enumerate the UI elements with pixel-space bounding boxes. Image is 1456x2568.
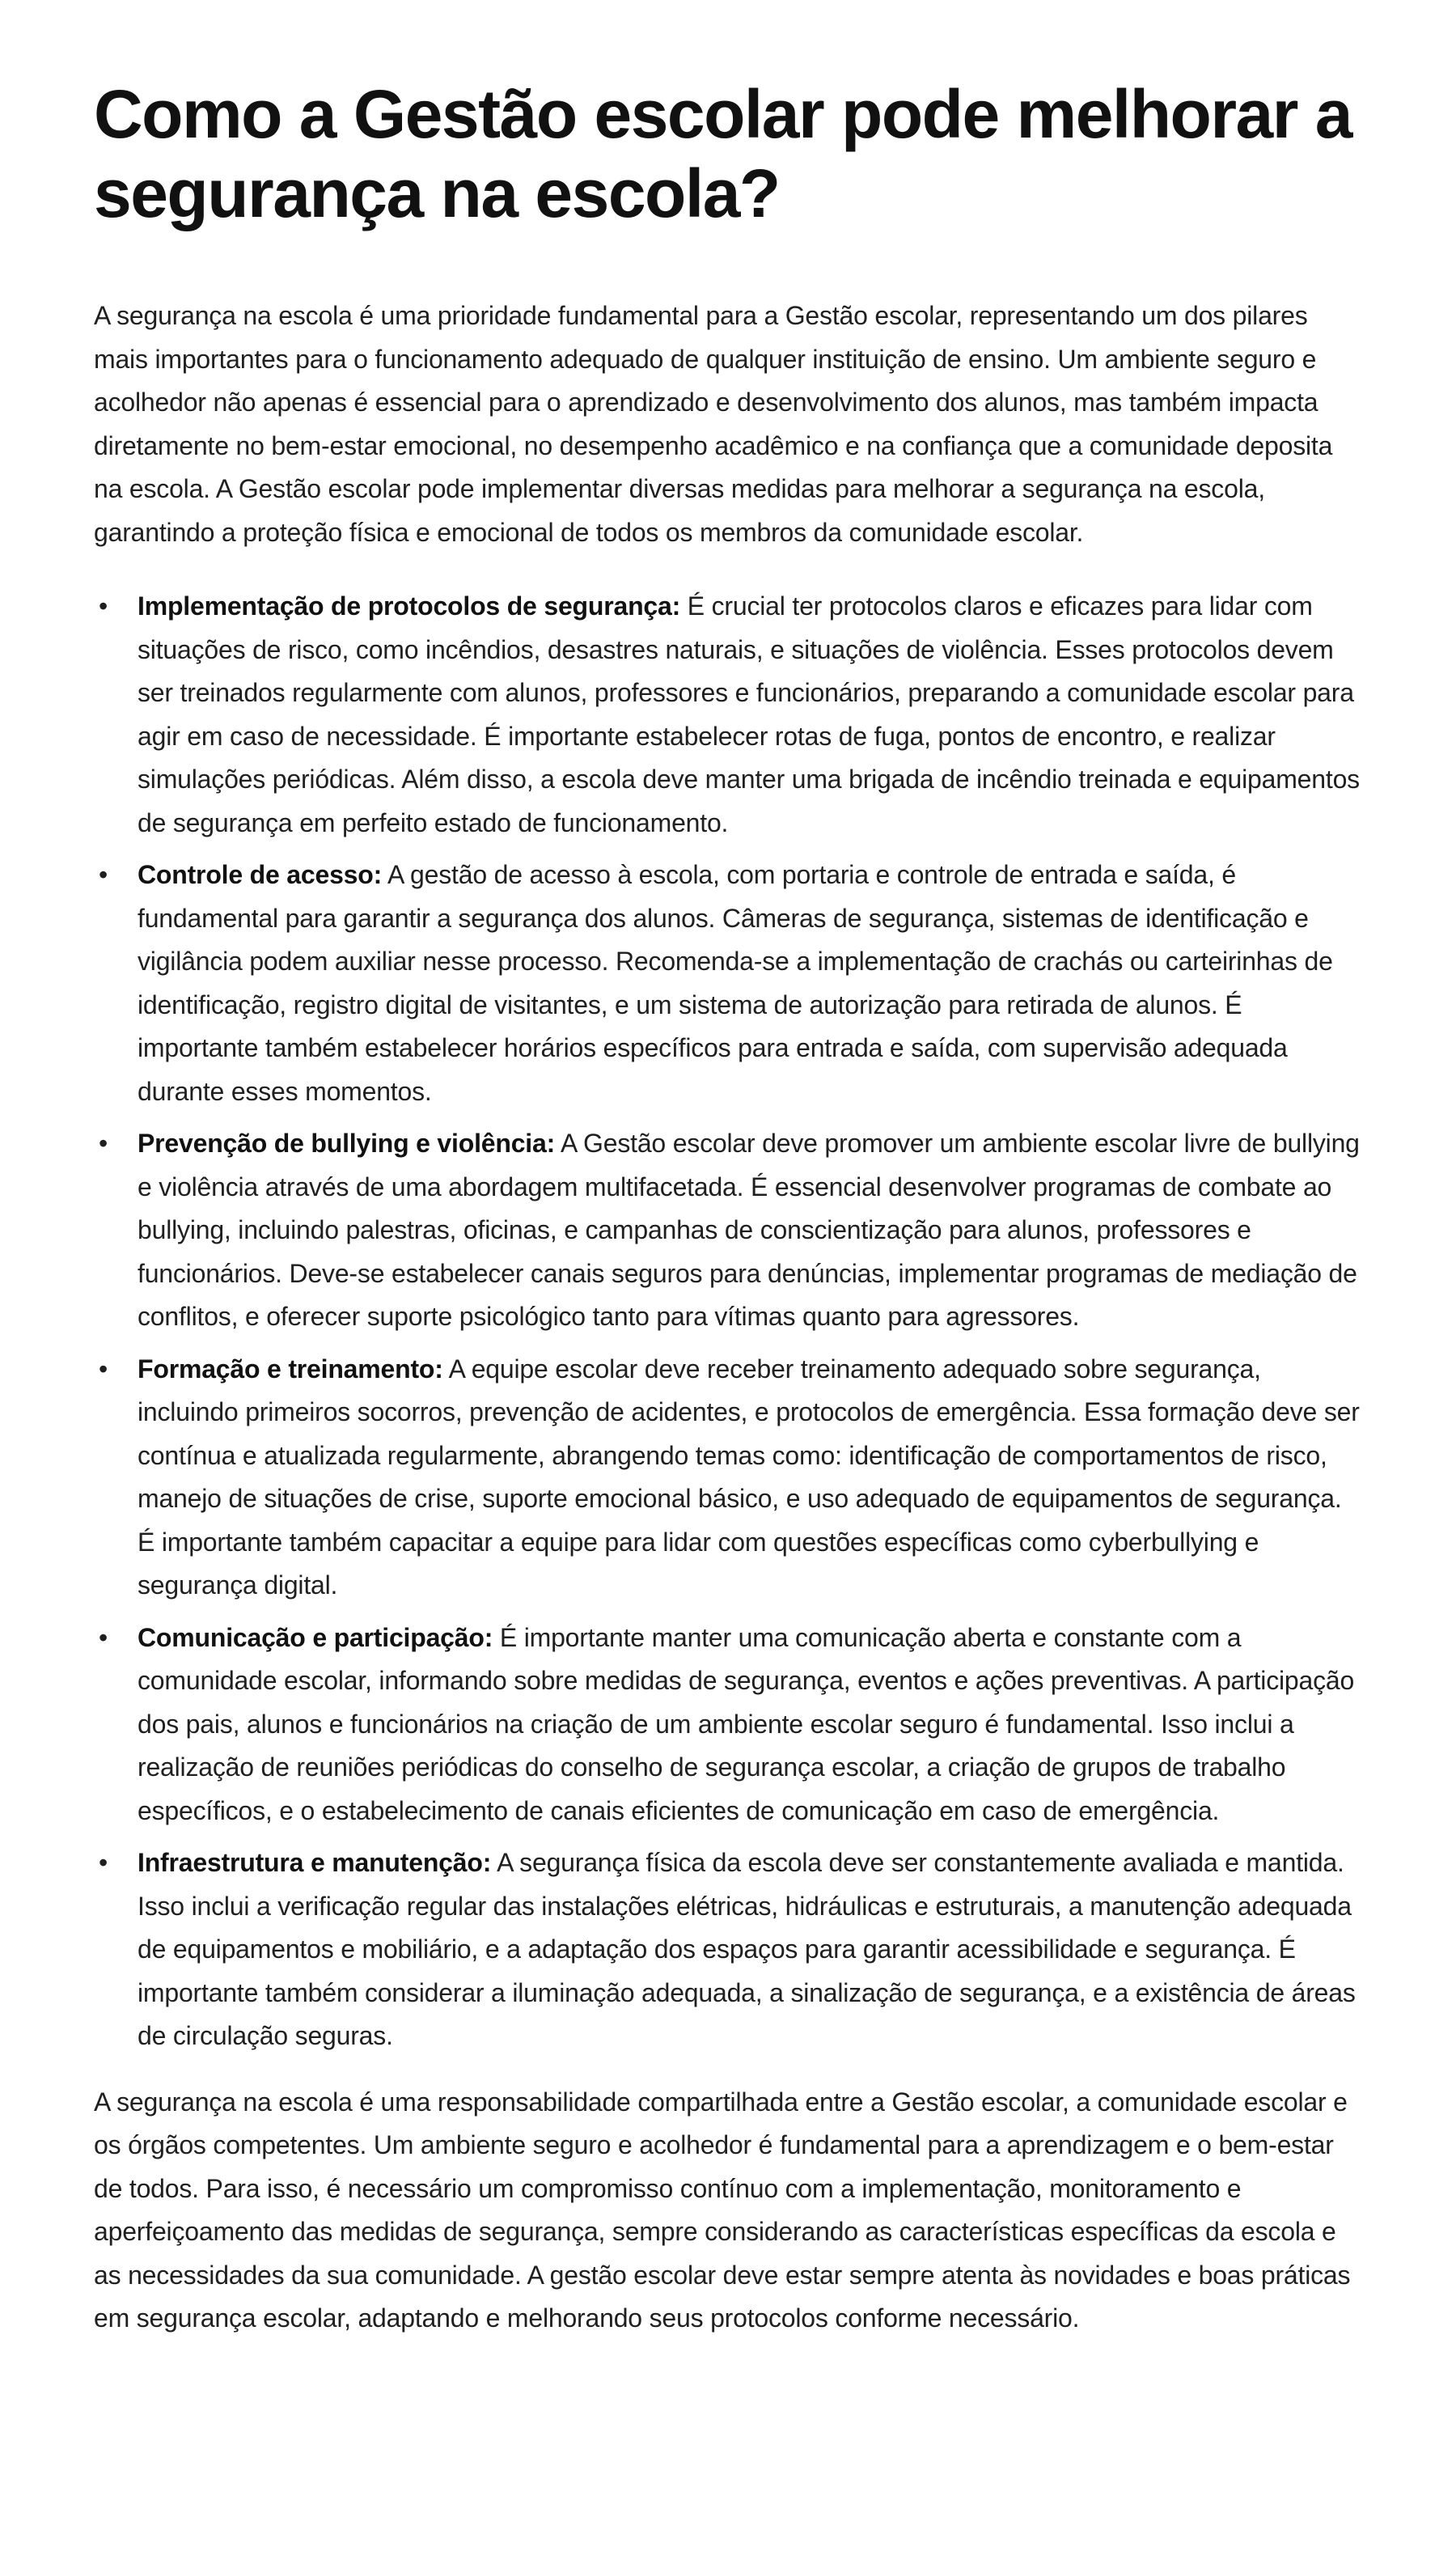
list-item bbox=[94, 1617, 1362, 1833]
page-title: Como a Gestão escolar pode melhorar a segurança na escola? bbox=[94, 76, 1352, 231]
list-item-heading: Prevenção de bullying e violência: bbox=[138, 1129, 556, 1158]
bullet-icon: • bbox=[99, 860, 108, 889]
list-item bbox=[94, 585, 1362, 845]
bullet-icon: • bbox=[99, 591, 108, 621]
list-item-text: É crucial ter protocolos claros e eficazes para lidar com situações de risco, como incêndios, desastres naturais, e situações de violência. Esses protocolos devem ser treinados regularmente com alunos, professores e funcionários, preparando a comunidade escolar para agir em caso de necessidade. É importante estabelecer rotas de fuga, pontos de encontro, e realizar simulações periódicas. Além disso, a escola deve manter uma brigada de incêndio treinada e equipamentos de segurança em perfeito estado de funcionamento. bbox=[138, 591, 1360, 837]
bullet-icon: • bbox=[99, 1354, 108, 1384]
list-item-heading: Implementação de protocolos de segurança: bbox=[138, 591, 681, 621]
list-item bbox=[94, 854, 1362, 1113]
list-item-text: A segurança física da escola deve ser constantemente avaliada e mantida. Isso inclui a verificação regular das instalações elétricas, hidráulicas e estruturais, a manutenção adequada de equipamentos e mobiliário, e a adaptação dos espaços para garantir acessibilidade e segurança. É importante também considerar a iluminação adequada, a sinalização de segurança, e a existência de áreas de circulação seguras. bbox=[138, 1848, 1356, 2050]
list-item-text: A equipe escolar deve receber treinamento adequado sobre segurança, incluindo primeiros socorros, prevenção de acidentes, e protocolos de emergência. Essa formação deve ser contínua e atualizada regularmente, abrangendo temas como: identificação de comportamentos de risco, manejo de situações de crise, suporte emocional básico, e uso adequado de equipamentos de segurança. É importante também capacitar a equipe para lidar com questões específicas como cyberbullying e segurança digital. bbox=[138, 1354, 1360, 1600]
list-item-heading: Infraestrutura e manutenção: bbox=[138, 1848, 492, 1877]
list-item bbox=[94, 1122, 1362, 1339]
conclusion-paragraph: A segurança na escola é uma responsabilidade compartilhada entre a Gestão escolar, a comunidade escolar e os órgãos competentes. Um ambiente seguro e acolhedor é fundamental para a aprendizagem e o bem-estar de todos. Para isso, é necessário um compromisso contínuo com a implementação, monitoramento e aperfeiçoamento das medidas de segurança, sempre considerando as características específicas da escola e as necessidades da sua comunidade. A gestão escolar deve estar sempre atenta às novidades e boas práticas em segurança escolar, adaptando e melhorando seus protocolos conforme necessário. bbox=[94, 2087, 1351, 2333]
list-item-heading: Controle de acesso: bbox=[138, 860, 383, 889]
list-item-heading: Comunicação e participação: bbox=[138, 1622, 493, 1652]
list-item-heading: Formação e treinamento: bbox=[138, 1354, 443, 1384]
list-item-text: É importante manter uma comunicação aberta e constante com a comunidade escolar, informando sobre medidas de segurança, eventos e ações preventivas. A participação dos pais, alunos e funcionários na criação de um ambiente escolar seguro é fundamental. Isso inclui a realização de reuniões periódicas do conselho de segurança escolar, a criação de grupos de trabalho específicos, e o estabelecimento de canais eficientes de comunicação em caso de emergência. bbox=[138, 1622, 1355, 1825]
intro-paragraph: A segurança na escola é uma prioridade fundamental para a Gestão escolar, representando um dos pilares mais importantes para o funcionamento adequado de qualquer instituição de ensino. Um ambiente seguro e acolhedor não apenas é essencial para o aprendizado e desenvolvimento dos alunos, mas também impacta diretamente no bem-estar emocional, no desempenho acadêmico e na confiança que a comunidade deposita na escola. A Gestão escolar pode implementar diversas medidas para melhorar a segurança na escola, garantindo a proteção física e emocional de todos os membros da comunidade escolar. bbox=[94, 301, 1333, 547]
topic-list bbox=[94, 585, 1362, 2058]
bullet-icon: • bbox=[99, 1848, 108, 1877]
list-item bbox=[94, 1348, 1362, 1608]
bullet-icon: • bbox=[99, 1622, 108, 1652]
list-item-text: A gestão de acesso à escola, com portaria e controle de entrada e saída, é fundamental para garantir a segurança dos alunos. Câmeras de segurança, sistemas de identificação e vigilância podem auxiliar nesse processo. Recomenda-se a implementação de crachás ou carteirinhas de identificação, registro digital de visitantes, e um sistema de autorização para retirada de alunos. É importante também estabelecer horários específicos para entrada e saída, com supervisão adequada durante esses momentos. bbox=[138, 860, 1333, 1106]
list-item bbox=[94, 1841, 1362, 2058]
list-item-text: A Gestão escolar deve promover um ambiente escolar livre de bullying e violência através de uma abordagem multifacetada. É essencial desenvolver programas de combate ao bullying, incluindo palestras, oficinas, e campanhas de conscientização para alunos, professores e funcionários. Deve-se estabelecer canais seguros para denúncias, implementar programas de mediação de conflitos, e oferecer suporte psicológico tanto para vítimas quanto para agressores. bbox=[138, 1129, 1360, 1331]
bullet-icon: • bbox=[99, 1129, 108, 1158]
